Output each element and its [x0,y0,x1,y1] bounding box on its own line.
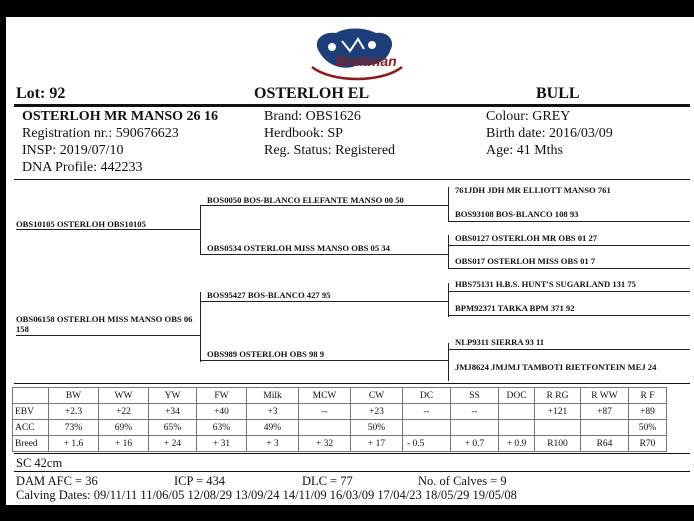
pedigree-line [16,335,200,336]
birth-date: Birth date: 2016/03/09 [486,126,613,141]
catalogue-sheet [6,17,694,505]
table-cell: + 1.6 [49,436,99,452]
pedigree-line [200,301,448,302]
table-cell: + 31 [197,436,247,452]
table-row [13,420,667,436]
table-cell: 50% [629,420,667,436]
pedigree-connector [448,235,449,269]
pedigree-line [448,291,690,292]
pedigree-line [200,360,448,361]
row-label: Breed [13,436,49,452]
pedigree-line [448,349,690,350]
pedigree-dsd: BPM92371 TARKA BPM 371 92 [455,303,575,313]
dna-profile: DNA Profile: 442233 [22,160,143,175]
pedigree-divider [14,383,690,384]
pedigree-dam-dam: OBS989 OSTERLOH OBS 98 9 [207,349,325,359]
table-cell: 65% [149,420,197,436]
table-cell [535,420,581,436]
column-header: YW [149,388,197,404]
pedigree-dam: OBS06158 OSTERLOH MISS MANSO OBS 06 158 [16,314,193,334]
table-cell: +3 [247,404,299,420]
number-of-calves: No. of Calves = 9 [418,474,507,488]
pedigree-connector [448,283,449,317]
table-row [13,404,667,420]
table-cell: R64 [581,436,629,452]
animal-full-name: OSTERLOH MR MANSO 26 16 [22,109,219,124]
table-cell: -- [403,404,451,420]
pedigree-sdd: OBS017 OSTERLOH MISS OBS 01 7 [455,256,596,266]
pedigree-sire: OBS10105 OSTERLOH OBS10105 [16,219,146,229]
pedigree-sire-sire: BOS0050 BOS-BLANCO ELEFANTE MANSO 00 50 [207,195,404,205]
table-cell: + 3 [247,436,299,452]
table-cell: +40 [197,404,247,420]
table-cell [499,404,535,420]
pedigree-line [448,315,690,316]
dam-afc: DAM AFC = 36 [16,474,98,488]
table-cell: +121 [535,404,581,420]
table-cell [451,420,499,436]
info-divider [14,179,690,180]
table-cell: +34 [149,404,197,420]
registration-status: Reg. Status: Registered [264,143,396,158]
performance-header-row [13,388,667,404]
brand-code: Brand: OBS1626 [264,109,361,124]
table-cell: + 17 [351,436,403,452]
table-cell: 73% [49,420,99,436]
scrotal-circumference: SC 42cm [16,456,63,470]
table-cell: - 0.5 [403,436,451,452]
brand-logo-text: Brahman [336,53,397,69]
column-header: R RG [535,388,581,404]
pedigree-sire-dam: OBS0534 OSTERLOH MISS MANSO OBS 05 34 [207,243,390,253]
calving-dates: Calving Dates: 09/11/11 11/06/05 12/08/29 13/09/24 14/11/09 16/03/09 17/04/23 18/05/29 19/05/08 [16,488,517,502]
row-label: ACC [13,420,49,436]
table-row [13,436,667,452]
table-cell [403,420,451,436]
pedigree-ssd: BOS93108 BOS-BLANCO 108 93 [455,209,579,219]
table-cell: + 32 [299,436,351,452]
age: Age: 41 Mths [486,143,563,158]
table-cell: +22 [99,404,149,420]
table-cell [581,420,629,436]
inspection-date: INSP: 2019/07/10 [22,143,124,158]
table-cell: +89 [629,404,667,420]
table-cell: 69% [99,420,149,436]
table-cell: R70 [629,436,667,452]
pedigree-line [200,254,448,255]
table-cell: -- [299,404,351,420]
icp: ICP = 434 [174,474,226,488]
pedigree-sss: 761JDH JDH MR ELLIOTT MANSO 761 [455,185,611,195]
table-cell: +87 [581,404,629,420]
table-cell: 49% [247,420,299,436]
column-header: BW [49,388,99,404]
column-header: MCW [299,388,351,404]
header-divider [14,104,690,107]
table-cell: +23 [351,404,403,420]
column-header: DC [403,388,451,404]
table-cell: + 24 [149,436,197,452]
pedigree-line [448,245,690,246]
pedigree-line [16,229,200,230]
pedigree-connector [200,292,201,362]
footer-divider-top [14,453,690,454]
performance-table [12,387,667,452]
column-header: R F [629,388,667,404]
table-cell [499,420,535,436]
pedigree-line [448,268,690,269]
pedigree-connector [448,187,449,221]
pedigree-sds: OBS0127 OSTERLOH MR OBS 01 27 [455,233,598,243]
animal-short-name: OSTERLOH EL [254,85,370,102]
registration-number: Registration nr.: 590676623 [22,126,179,141]
table-cell: + 16 [99,436,149,452]
footer-divider [14,471,690,472]
lot-number: Lot: 92 [16,85,66,102]
row-label: EBV [13,404,49,420]
column-header [13,388,49,404]
pedigree-ddd: JMJ8624 JMJMJ TAMBOTI RIETFONTEIN MEJ 24 [455,362,657,372]
column-header: FW [197,388,247,404]
pedigree-dam-sire: BOS95427 BOS-BLANCO 427 95 [207,290,331,300]
pedigree-dds: NLP9311 SIERRA 93 11 [455,337,545,347]
animal-sex: BULL [536,85,580,102]
column-header: R WW [581,388,629,404]
colour: Colour: GREY [486,109,571,124]
column-header: Milk [247,388,299,404]
herdbook: Herdbook: SP [264,126,343,141]
table-cell: + 0.7 [451,436,499,452]
column-header: WW [99,388,149,404]
column-header: SS [451,388,499,404]
dlc: DLC = 77 [302,474,353,488]
pedigree-dss: HBS75131 H.B.S. HUNT'S SUGARLAND 131 75 [455,279,636,289]
table-cell: 50% [351,420,403,436]
table-cell [299,420,351,436]
table-cell: -- [451,404,499,420]
pedigree-line [448,221,690,222]
pedigree-line [200,205,448,206]
table-cell: +2.3 [49,404,99,420]
column-header: CW [351,388,403,404]
column-header: DOC [499,388,535,404]
table-cell: + 0.9 [499,436,535,452]
table-cell: 63% [197,420,247,436]
pedigree-connector [200,205,201,255]
table-cell: R100 [535,436,581,452]
